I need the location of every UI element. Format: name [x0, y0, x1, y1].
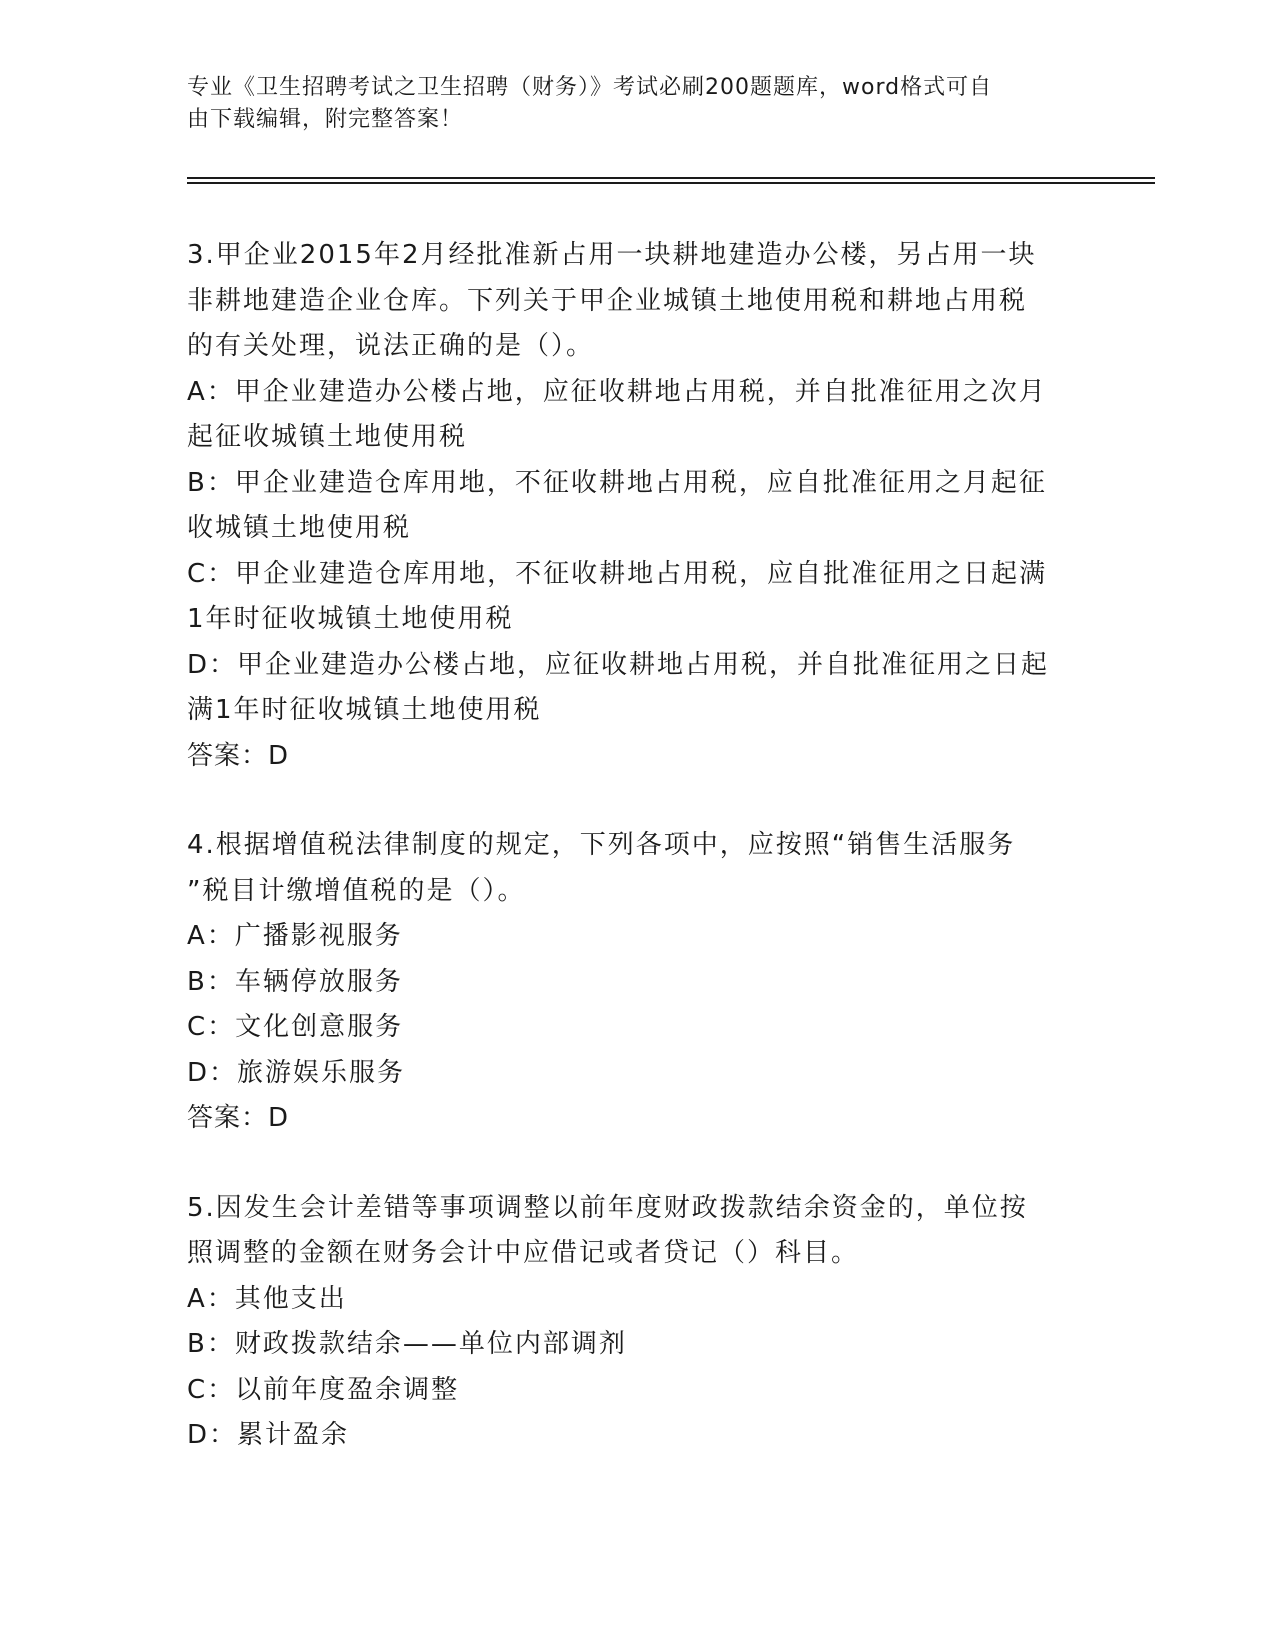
question-stem-line: 照调整的金额在财务会计中应借记或者贷记（）科目。 [187, 1238, 860, 1268]
option-d: D：旅游娱乐服务 [187, 1057, 406, 1088]
question-list [187, 233, 1077, 1503]
answer-label: 答案：D [187, 740, 290, 771]
option-b-continued: 收城镇土地使用税 [187, 513, 412, 543]
option-b: B：车辆停放服务 [187, 966, 403, 997]
option-c: C：文化创意服务 [187, 1012, 404, 1042]
option-b: B：甲企业建造仓库用地，不征收耕地占用税，应自批准征用之月起征 [187, 467, 1047, 498]
option-a: A：广播影视服务 [187, 921, 403, 951]
option-c: C：以前年度盈余调整 [187, 1374, 460, 1405]
question-5 [187, 1186, 1077, 1459]
question-3 [187, 233, 1077, 779]
option-a-continued: 起征收城镇土地使用税 [187, 422, 468, 452]
header-divider-top [187, 177, 1155, 179]
option-a: A：甲企业建造办公楼占地，应征收耕地占用税，并自批准征用之次月 [187, 376, 1047, 407]
question-stem-line: 的有关处理，说法正确的是（）。 [187, 331, 595, 361]
question-stem-line: 5.因发生会计差错等事项调整以前年度财政拨款结余资金的，单位按 [187, 1192, 1028, 1223]
document-header [187, 72, 1067, 136]
question-stem-line: 4.根据增值税法律制度的规定，下列各项中，应按照“销售生活服务 [187, 830, 1016, 860]
header-line-1: 专业《卫生招聘考试之卫生招聘（财务）》考试必刷200题题库，word格式可自 [187, 75, 993, 100]
option-c: C：甲企业建造仓库用地，不征收耕地占用税，应自批准征用之日起满 [187, 558, 1048, 589]
question-stem-line: 3.甲企业2015年2月经批准新占用一块耕地建造办公楼，另占用一块 [187, 240, 1037, 270]
option-c-continued: 1年时征收城镇土地使用税 [187, 604, 514, 634]
question-stem-line: 非耕地建造企业仓库。下列关于甲企业城镇土地使用税和耕地占用税 [187, 285, 1028, 316]
question-4 [187, 823, 1077, 1142]
option-b: B：财政拨款结余——单位内部调剂 [187, 1329, 627, 1359]
header-divider-bottom [187, 182, 1155, 184]
header-line-2: 由下载编辑，附完整答案！ [187, 107, 464, 132]
option-d: D：累计盈余 [187, 1420, 350, 1450]
option-a: A：其他支出 [187, 1283, 347, 1314]
option-d-continued: 满1年时征收城镇土地使用税 [187, 695, 542, 725]
option-d: D：甲企业建造办公楼占地，应征收耕地占用税，并自批准征用之日起 [187, 649, 1050, 680]
answer-label: 答案：D [187, 1103, 290, 1133]
question-stem-line: ”税目计缴增值税的是（）。 [187, 875, 526, 906]
